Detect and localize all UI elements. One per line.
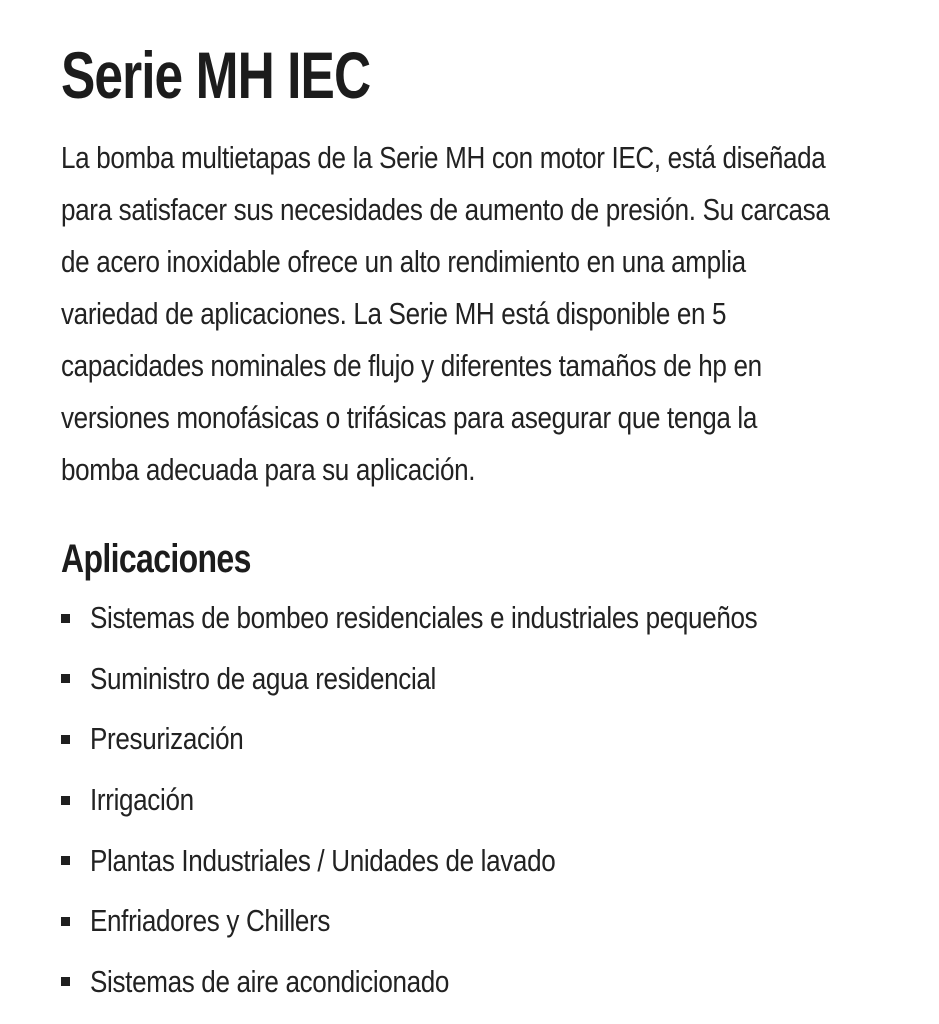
square-bullet-icon [61, 856, 70, 865]
square-bullet-icon [61, 614, 70, 623]
description-line: capacidades nominales de flujo y diferentes tamaños de hp en [61, 348, 762, 383]
square-bullet-icon [61, 917, 70, 926]
list-item [61, 891, 921, 952]
applications-heading: Aplicaciones [61, 537, 251, 581]
product-description [61, 132, 921, 496]
list-item [61, 588, 921, 649]
list-item [61, 952, 921, 1013]
applications-list [61, 588, 921, 1012]
list-item-label: Sistemas de aire acondicionado [90, 963, 450, 999]
list-item [61, 709, 921, 770]
list-item [61, 830, 921, 891]
list-item-label: Suministro de agua residencial [90, 660, 437, 696]
square-bullet-icon [61, 796, 70, 805]
description-line: de acero inoxidable ofrece un alto rendimiento en una amplia [61, 244, 746, 279]
description-line: bomba adecuada para su aplicación. [61, 452, 476, 487]
description-line: La bomba multietapas de la Serie MH con motor IEC, está diseñada [61, 140, 826, 175]
list-item-label: Presurización [90, 721, 244, 757]
square-bullet-icon [61, 977, 70, 986]
list-item [61, 649, 921, 710]
description-line: variedad de aplicaciones. La Serie MH está disponible en 5 [61, 296, 727, 331]
square-bullet-icon [61, 735, 70, 744]
list-item-label: Sistemas de bombeo residenciales e industriales pequeños [90, 600, 758, 636]
list-item-label: Irrigación [90, 782, 194, 818]
list-item-label: Plantas Industriales / Unidades de lavado [90, 842, 556, 878]
description-line: para satisfacer sus necesidades de aumento de presión. Su carcasa [61, 192, 830, 227]
list-item-label: Enfriadores y Chillers [90, 903, 331, 939]
page-title: Serie MH IEC [61, 38, 371, 112]
square-bullet-icon [61, 674, 70, 683]
list-item [61, 770, 921, 831]
description-line: versiones monofásicas o trifásicas para asegurar que tenga la [61, 400, 758, 435]
